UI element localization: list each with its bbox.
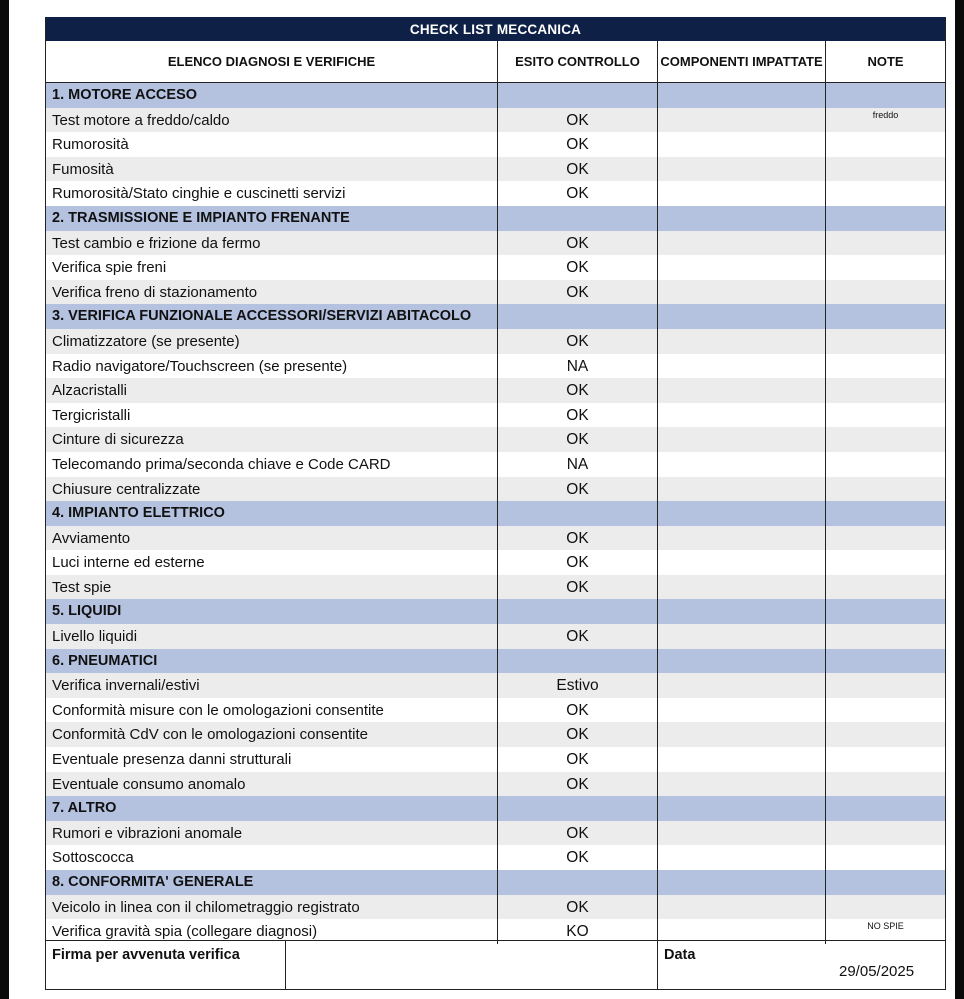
table-row <box>46 575 945 600</box>
signature-footer <box>45 940 946 990</box>
item-esito: OK <box>498 329 658 354</box>
table-row <box>46 526 945 551</box>
header-esito: ESITO CONTROLLO <box>498 41 658 82</box>
item-esito: OK <box>498 747 658 772</box>
item-note <box>826 280 945 305</box>
section-empty-cell <box>658 599 826 624</box>
header-row <box>46 41 945 83</box>
section-row <box>46 206 945 231</box>
table-row <box>46 772 945 797</box>
item-note <box>826 255 945 280</box>
right-edge-border <box>955 0 964 999</box>
item-label: Conformità misure con le omologazioni consentite <box>46 698 498 723</box>
section-title: 2. TRASMISSIONE E IMPIANTO FRENANTE <box>46 206 498 231</box>
section-title: 8. CONFORMITA' GENERALE <box>46 870 498 895</box>
item-note <box>826 845 945 870</box>
section-empty-cell <box>826 649 945 674</box>
section-empty-cell <box>826 870 945 895</box>
item-label: Avviamento <box>46 526 498 551</box>
item-componenti <box>658 181 826 206</box>
item-note <box>826 181 945 206</box>
item-label: Verifica gravità spia (collegare diagnosi) <box>46 919 498 944</box>
item-esito: OK <box>498 477 658 502</box>
item-label: Conformità CdV con le omologazioni consentite <box>46 722 498 747</box>
left-edge-border <box>0 0 9 999</box>
section-empty-cell <box>826 599 945 624</box>
data-label: Data <box>664 947 696 963</box>
item-label: Rumorosità/Stato cinghie e cuscinetti servizi <box>46 181 498 206</box>
item-esito: OK <box>498 772 658 797</box>
item-label: Climatizzatore (se presente) <box>46 329 498 354</box>
firma-label: Firma per avvenuta verifica <box>46 941 286 989</box>
item-label: Test motore a freddo/caldo <box>46 108 498 133</box>
section-empty-cell <box>498 206 658 231</box>
table-row <box>46 673 945 698</box>
item-esito: OK <box>498 624 658 649</box>
item-componenti <box>658 329 826 354</box>
item-componenti <box>658 698 826 723</box>
item-esito: Estivo <box>498 673 658 698</box>
table-row <box>46 845 945 870</box>
item-esito: OK <box>498 108 658 133</box>
section-row <box>46 83 945 108</box>
item-componenti <box>658 673 826 698</box>
item-label: Radio navigatore/Touchscreen (se presente) <box>46 354 498 379</box>
item-componenti <box>658 280 826 305</box>
item-esito: OK <box>498 132 658 157</box>
item-esito: OK <box>498 550 658 575</box>
item-label: Rumorosità <box>46 132 498 157</box>
item-note <box>826 747 945 772</box>
item-componenti <box>658 108 826 133</box>
item-esito: OK <box>498 157 658 182</box>
item-note <box>826 772 945 797</box>
item-componenti <box>658 550 826 575</box>
item-note <box>826 403 945 428</box>
item-componenti <box>658 378 826 403</box>
section-empty-cell <box>826 501 945 526</box>
item-label: Sottoscocca <box>46 845 498 870</box>
item-componenti <box>658 354 826 379</box>
item-componenti <box>658 895 826 920</box>
data-field <box>658 941 945 989</box>
header-note: NOTE <box>867 53 904 69</box>
item-note: NO SPIE <box>867 921 904 932</box>
section-empty-cell <box>658 501 826 526</box>
item-label: Cinture di sicurezza <box>46 427 498 452</box>
item-note <box>826 895 945 920</box>
table-row <box>46 477 945 502</box>
table-row <box>46 624 945 649</box>
item-componenti <box>658 477 826 502</box>
item-note <box>826 231 945 256</box>
section-empty-cell <box>658 304 826 329</box>
header-diagnosi: ELENCO DIAGNOSI E VERIFICHE <box>46 41 498 82</box>
item-note <box>826 477 945 502</box>
item-esito: OK <box>498 845 658 870</box>
table-row <box>46 329 945 354</box>
item-label: Verifica invernali/estivi <box>46 673 498 698</box>
item-label: Eventuale presenza danni strutturali <box>46 747 498 772</box>
section-title: 5. LIQUIDI <box>46 599 498 624</box>
section-empty-cell <box>826 796 945 821</box>
section-empty-cell <box>498 796 658 821</box>
section-empty-cell <box>826 83 945 108</box>
item-componenti <box>658 427 826 452</box>
item-componenti <box>658 157 826 182</box>
item-label: Rumori e vibrazioni anomale <box>46 821 498 846</box>
item-componenti <box>658 821 826 846</box>
firma-field[interactable] <box>286 941 658 989</box>
table-row <box>46 132 945 157</box>
item-esito: OK <box>498 698 658 723</box>
item-note <box>826 722 945 747</box>
item-esito: OK <box>498 427 658 452</box>
item-esito: OK <box>498 231 658 256</box>
item-esito: OK <box>498 722 658 747</box>
item-componenti <box>658 772 826 797</box>
table-row <box>46 255 945 280</box>
checklist-title: CHECK LIST MECCANICA <box>46 17 945 41</box>
item-esito: OK <box>498 821 658 846</box>
item-label: Fumosità <box>46 157 498 182</box>
item-esito: OK <box>498 403 658 428</box>
item-note: freddo <box>826 108 945 133</box>
item-note <box>826 698 945 723</box>
item-componenti <box>658 231 826 256</box>
section-row <box>46 304 945 329</box>
item-note <box>826 550 945 575</box>
item-note <box>826 673 945 698</box>
section-row <box>46 599 945 624</box>
item-esito: NA <box>498 354 658 379</box>
item-componenti <box>658 624 826 649</box>
item-componenti <box>658 452 826 477</box>
table-row <box>46 108 945 133</box>
table-row <box>46 722 945 747</box>
section-title: 7. ALTRO <box>46 796 498 821</box>
item-componenti <box>658 722 826 747</box>
item-componenti <box>658 526 826 551</box>
section-empty-cell <box>658 796 826 821</box>
item-note <box>826 575 945 600</box>
item-componenti <box>658 132 826 157</box>
table-row <box>46 698 945 723</box>
section-row <box>46 796 945 821</box>
section-empty-cell <box>498 599 658 624</box>
item-label: Luci interne ed esterne <box>46 550 498 575</box>
section-empty-cell <box>658 206 826 231</box>
section-empty-cell <box>826 304 945 329</box>
item-label: Verifica spie freni <box>46 255 498 280</box>
item-note <box>826 132 945 157</box>
item-note <box>826 821 945 846</box>
item-esito: NA <box>498 452 658 477</box>
item-note <box>826 157 945 182</box>
item-esito: KO <box>498 919 658 944</box>
table-row <box>46 280 945 305</box>
item-componenti <box>658 255 826 280</box>
section-empty-cell <box>658 649 826 674</box>
section-title: 3. VERIFICA FUNZIONALE ACCESSORI/SERVIZI ABITACOLO <box>46 304 498 329</box>
section-row <box>46 870 945 895</box>
section-row <box>46 501 945 526</box>
item-note <box>826 526 945 551</box>
item-componenti <box>658 575 826 600</box>
section-empty-cell <box>658 870 826 895</box>
item-note <box>826 624 945 649</box>
section-empty-cell <box>498 304 658 329</box>
item-label: Chiusure centralizzate <box>46 477 498 502</box>
table-row <box>46 181 945 206</box>
header-componenti: COMPONENTI IMPATTATE <box>658 41 826 82</box>
item-label: Eventuale consumo anomalo <box>46 772 498 797</box>
section-empty-cell <box>498 870 658 895</box>
section-title: 1. MOTORE ACCESO <box>46 83 498 108</box>
data-value: 29/05/2025 <box>839 963 915 980</box>
item-esito: OK <box>498 280 658 305</box>
item-componenti <box>658 747 826 772</box>
item-note <box>826 329 945 354</box>
item-componenti <box>658 403 826 428</box>
item-note <box>826 354 945 379</box>
item-componenti <box>658 845 826 870</box>
item-note <box>826 378 945 403</box>
section-empty-cell <box>658 83 826 108</box>
table-row <box>46 231 945 256</box>
item-esito: OK <box>498 895 658 920</box>
table-row <box>46 821 945 846</box>
item-esito: OK <box>498 255 658 280</box>
item-esito: OK <box>498 181 658 206</box>
item-esito: OK <box>498 378 658 403</box>
item-esito: OK <box>498 575 658 600</box>
item-label: Test spie <box>46 575 498 600</box>
table-row <box>46 354 945 379</box>
item-label: Livello liquidi <box>46 624 498 649</box>
item-label: Verifica freno di stazionamento <box>46 280 498 305</box>
table-row <box>46 378 945 403</box>
table-row <box>46 452 945 477</box>
item-esito: OK <box>498 526 658 551</box>
table-row <box>46 157 945 182</box>
table-row <box>46 427 945 452</box>
section-empty-cell <box>498 649 658 674</box>
section-empty-cell <box>498 83 658 108</box>
item-label: Telecomando prima/seconda chiave e Code CARD <box>46 452 498 477</box>
item-note <box>826 427 945 452</box>
table-row <box>46 895 945 920</box>
section-empty-cell <box>826 206 945 231</box>
section-title: 4. IMPIANTO ELETTRICO <box>46 501 498 526</box>
section-title: 6. PNEUMATICI <box>46 649 498 674</box>
table-row <box>46 550 945 575</box>
checklist-table <box>45 17 946 944</box>
item-label: Alzacristalli <box>46 378 498 403</box>
checklist-rows <box>46 83 945 944</box>
section-row <box>46 649 945 674</box>
item-label: Test cambio e frizione da fermo <box>46 231 498 256</box>
section-empty-cell <box>498 501 658 526</box>
item-label: Tergicristalli <box>46 403 498 428</box>
item-label: Veicolo in linea con il chilometraggio registrato <box>46 895 498 920</box>
table-row <box>46 403 945 428</box>
item-note <box>826 452 945 477</box>
table-row <box>46 747 945 772</box>
